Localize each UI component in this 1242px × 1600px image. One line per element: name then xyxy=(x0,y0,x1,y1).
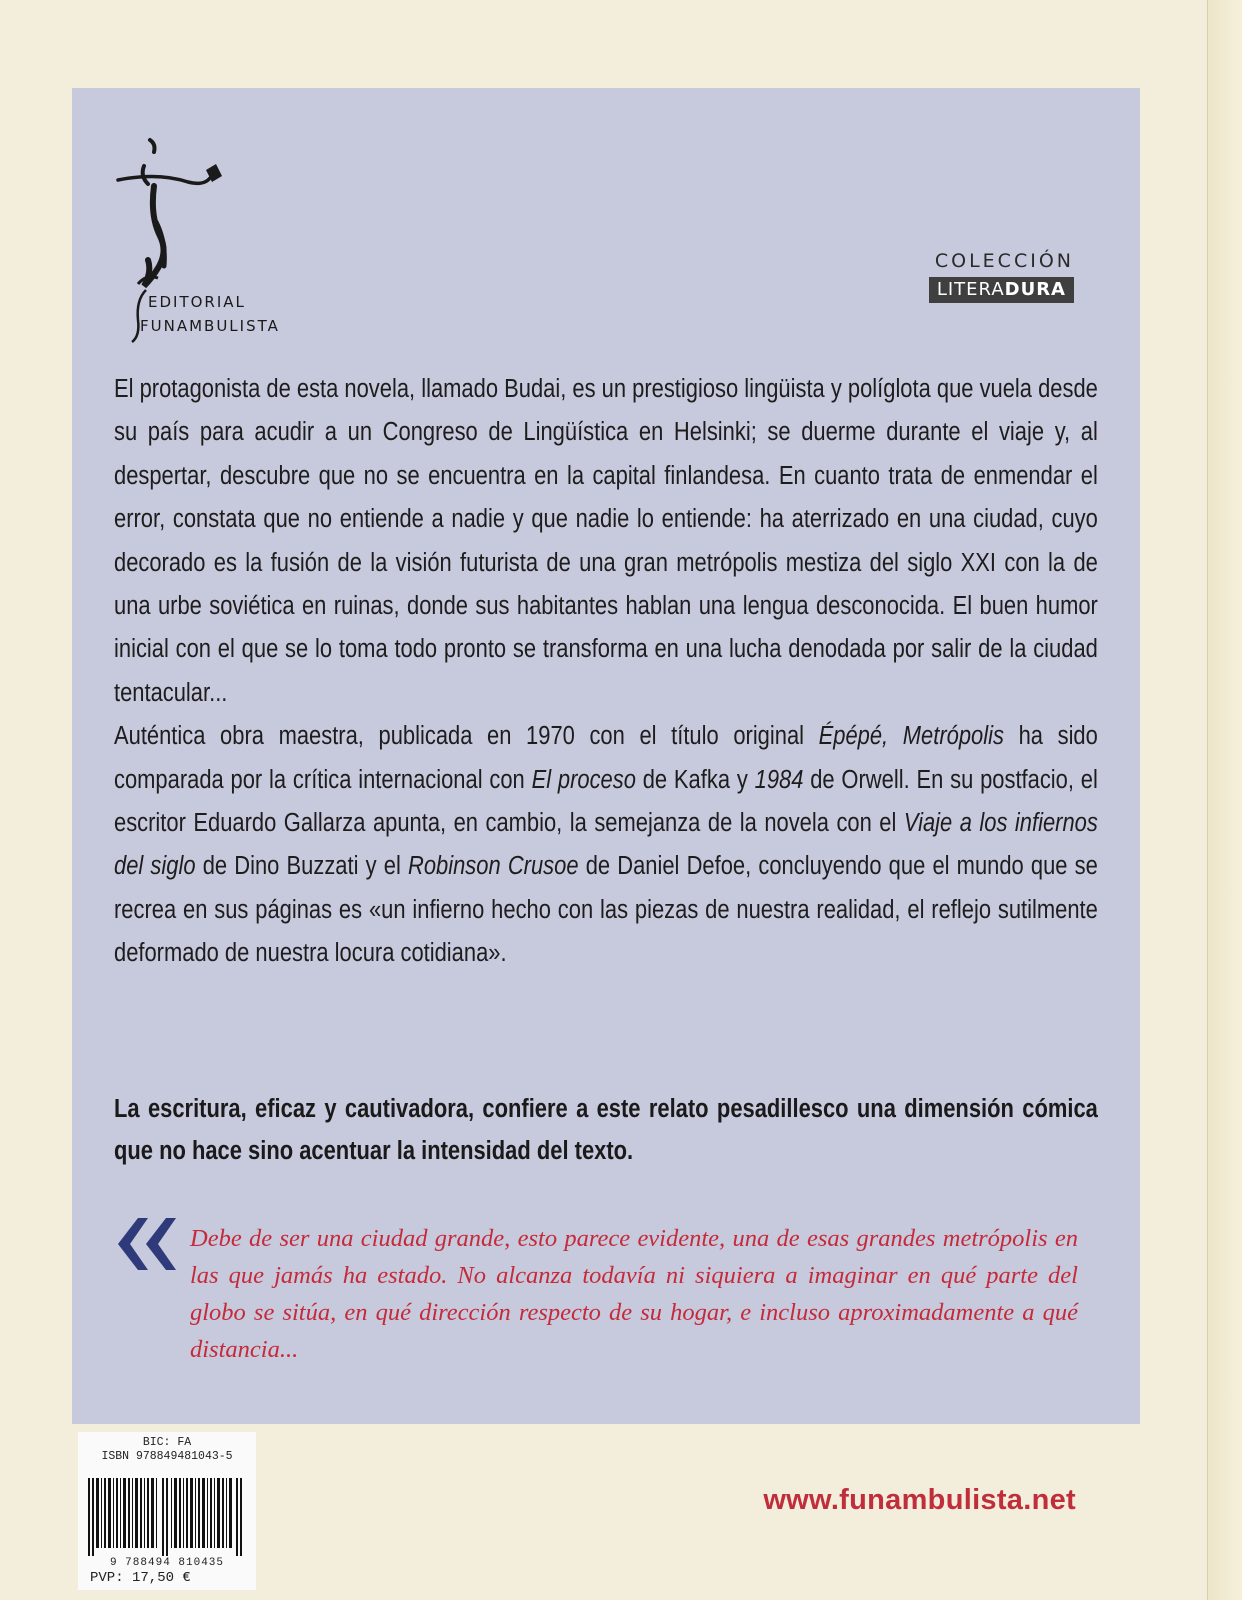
title-1984: 1984 xyxy=(754,765,804,794)
synopsis-paragraph-1: El protagonista de esta novela, llamado Budai, es un prestigioso lingüista y políglota que vuela desde su país para acudir a un Congreso de Lingüística en Helsinki; se duerme durante el viaje y, al despertar, descubre que no se encuentra en la capital finlandesa. En cuanto trata de enmendar el error, constata que no entiende a nadie y que nadie lo entiende: ha aterrizado en una ciudad, cuyo decorado es la fusión de la visión futurista de una gran metrópolis mestiza del siglo XXI con la de una urbe soviética en ruinas, donde sus habitantes hablan una lengua desconocida. El buen humor inicial con el que se lo toma todo pronto se transforma en una lucha denodada por salir de la ciudad tentacular... xyxy=(114,375,1098,707)
title-robinson: Robinson Crusoe xyxy=(407,852,579,881)
quote-mark-icon xyxy=(116,1214,182,1274)
collection-name-bold: DURA xyxy=(1004,279,1066,300)
original-title: Épépé, Metrópolis xyxy=(818,722,1004,751)
synopsis-paragraph-2 xyxy=(114,715,1098,975)
synopsis-p2-c: de Kafka y xyxy=(635,765,755,794)
synopsis xyxy=(114,368,1098,976)
collection-name xyxy=(929,277,1074,303)
barcode-label xyxy=(78,1432,256,1590)
collection-badge xyxy=(929,248,1074,303)
title-viaje: Viaje a los infiernos del siglo xyxy=(114,809,1098,881)
excerpt-quote: Debe de ser una ciudad grande, esto parece evidente, una de esas grandes metrópolis en las que jamás ha estado. No alcanza todavía ni siquiera a imaginar en qué parte del globo se sitúa, en qué dirección respecto de su hogar, e incluso aproximadamente a qué distancia... xyxy=(190,1225,1078,1363)
barcode-icon xyxy=(88,1478,244,1556)
synopsis-p2-f: de Daniel Defoe, concluyendo que el mundo que se recrea en sus páginas es «un infierno hecho con las piezas de nuestra realidad, el reflejo sutilmente deformado de nuestra locura cotidiana». xyxy=(114,852,1098,968)
synopsis-p2-e: de Dino Buzzati y el xyxy=(195,852,408,881)
cover-edge xyxy=(1207,0,1242,1600)
publisher-logo-text xyxy=(140,290,280,338)
bic-code: BIC: FA xyxy=(142,1436,192,1449)
collection-label: COLECCIÓN xyxy=(934,250,1074,272)
publisher-logo-line2: FUNAMBULISTA xyxy=(140,317,280,335)
title-el-proceso: El proceso xyxy=(531,765,636,794)
synopsis-highlight: La escritura, eficaz y cautivadora, confiere a este relato pesadillesco una dimensión cómica que no hace sino acentuar la intensidad del texto. xyxy=(114,1095,1098,1165)
price: PVP: 17,50 € xyxy=(90,1570,191,1586)
publisher-website[interactable]: www.funambulista.net xyxy=(763,1484,1076,1516)
barcode-digits: 9 788494 810435 xyxy=(109,1557,225,1569)
publisher-logo-line1: EDITORIAL xyxy=(148,293,246,311)
synopsis-p2-a: Auténtica obra maestra, publicada en 1970 con el título original xyxy=(114,722,819,751)
synopsis-p2-b: ha sido comparada por la crítica internacional con xyxy=(114,722,1098,794)
collection-name-light: LITERA xyxy=(936,279,1005,300)
isbn: ISBN 978849481043-5 xyxy=(101,1450,233,1463)
synopsis-p2-d: de Orwell. En su postfacio, el escritor Eduardo Gallarza apunta, en cambio, la semejanza de la novela con el xyxy=(114,765,1098,838)
